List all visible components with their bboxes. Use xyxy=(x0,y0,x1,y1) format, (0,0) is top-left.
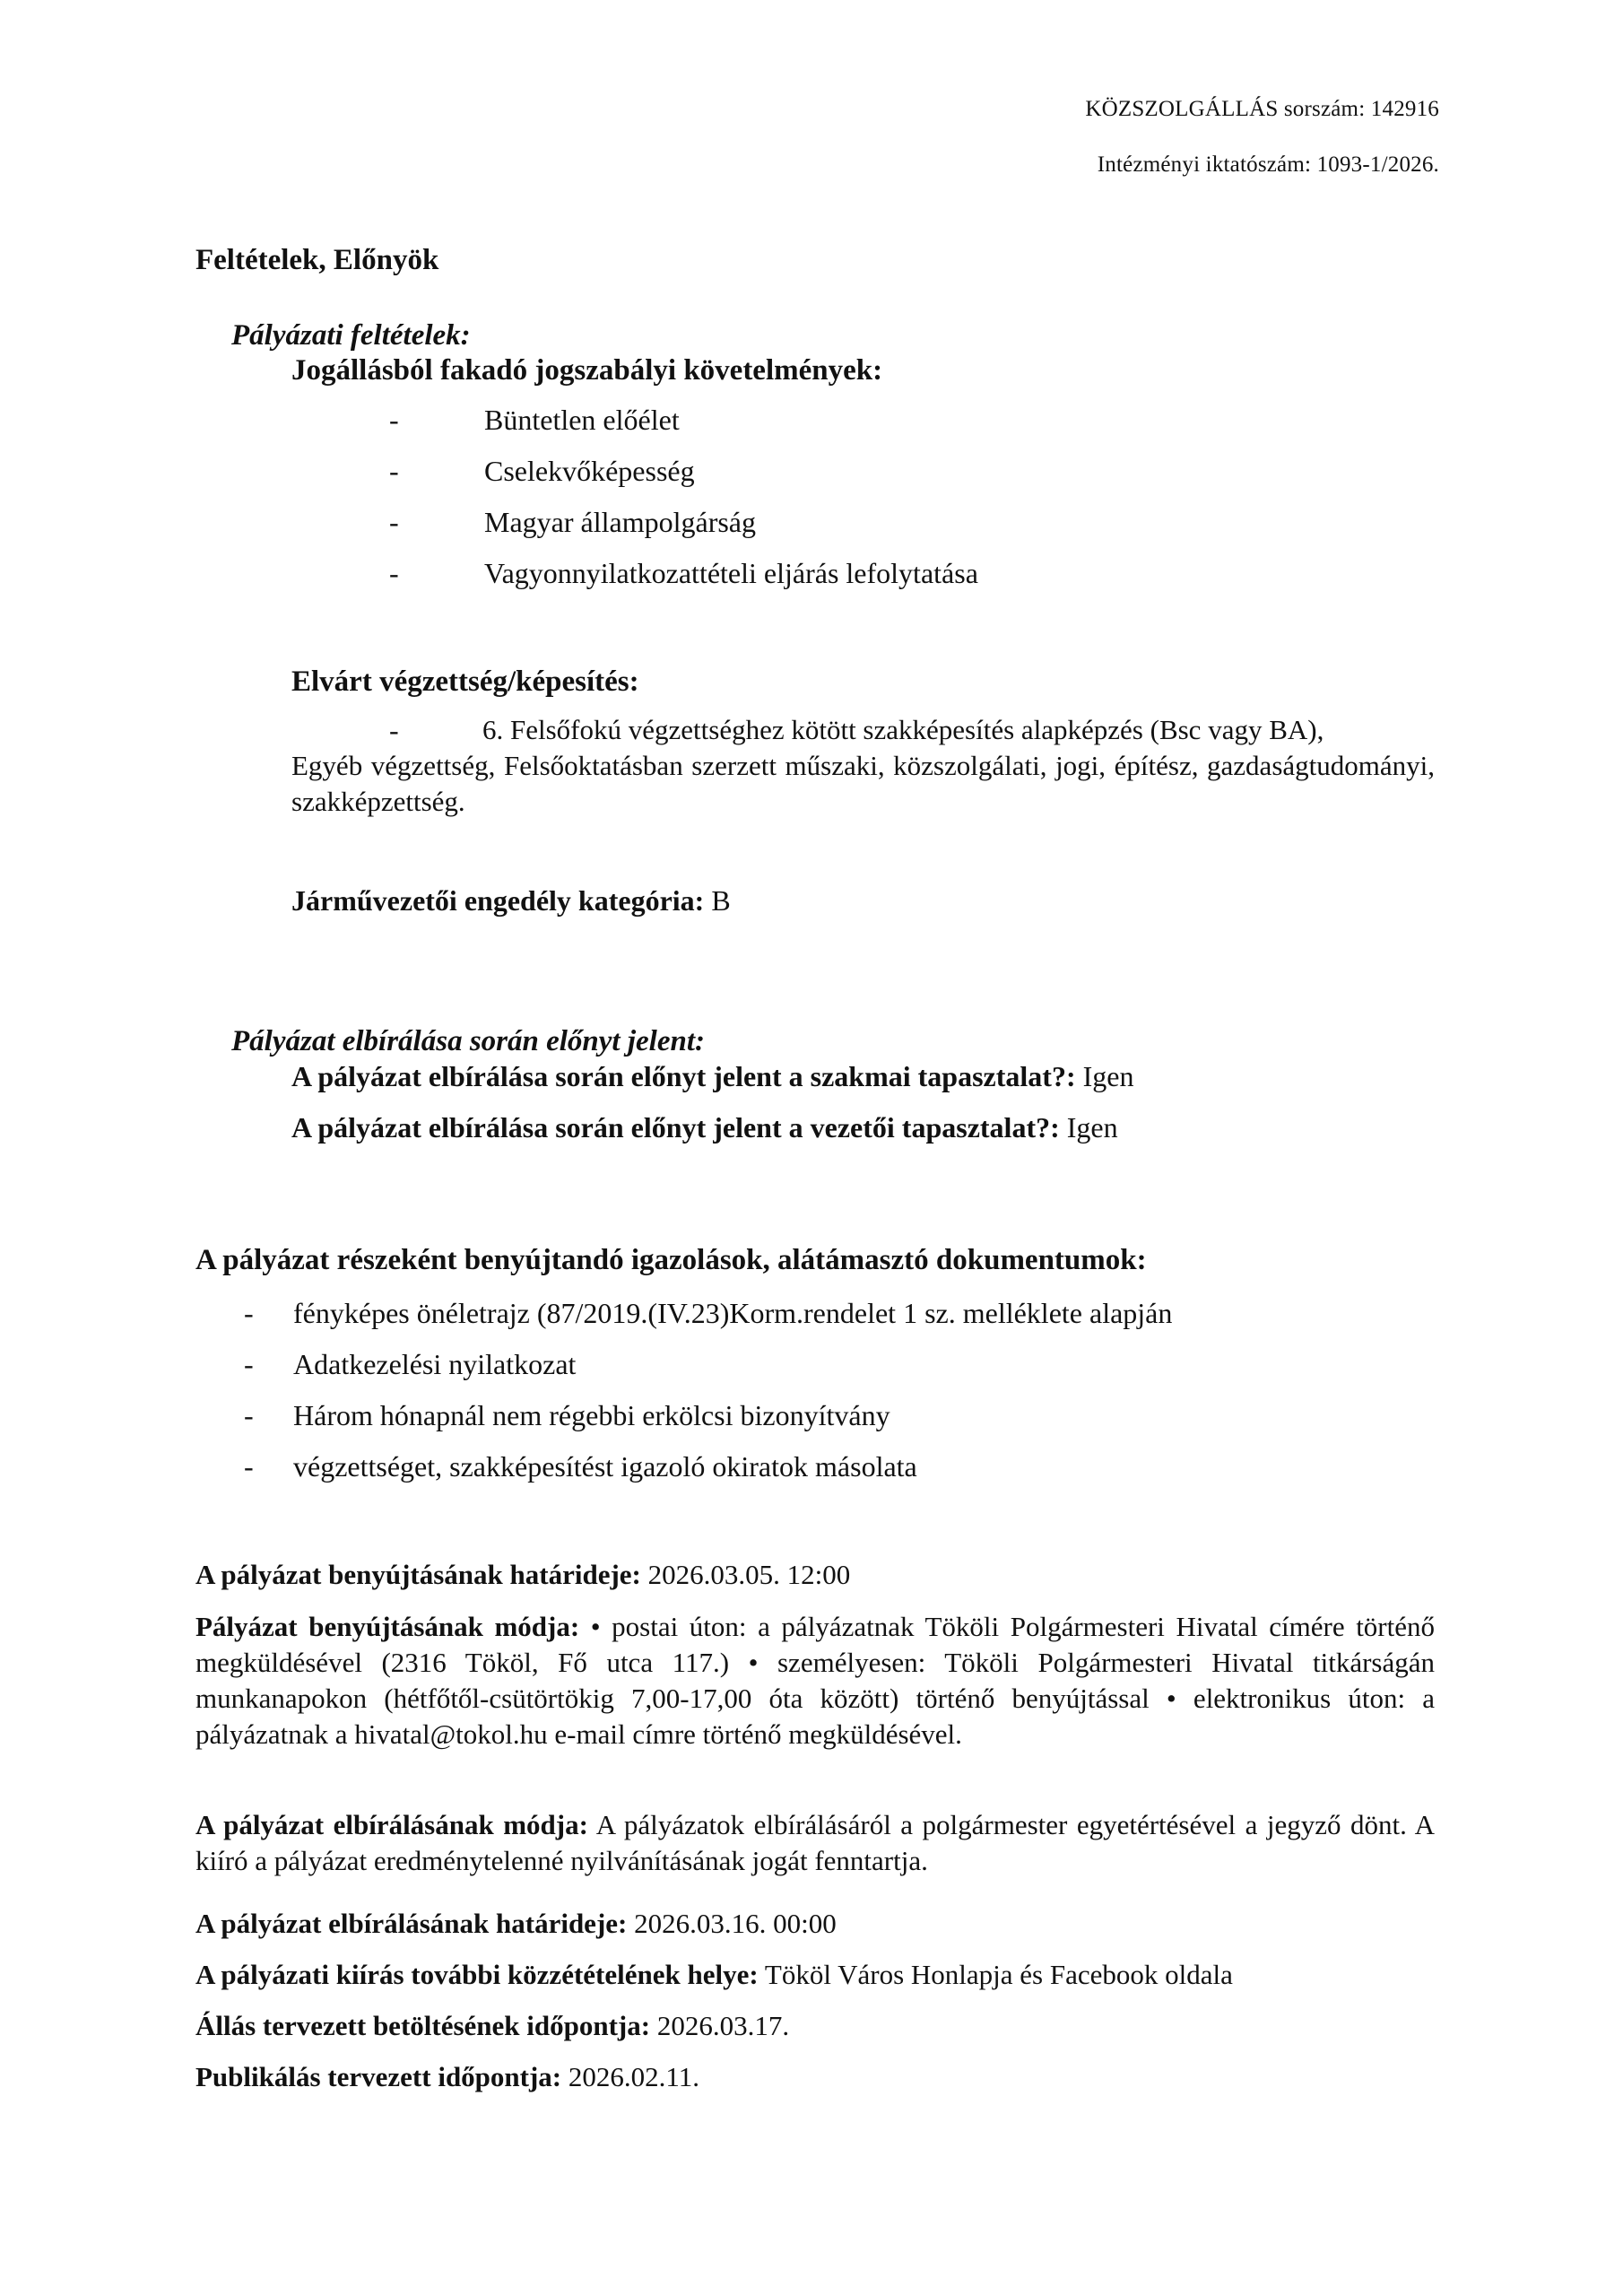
conditions-heading: Pályázati feltételek: xyxy=(231,319,471,352)
education-text: 6. Felsőfokú végzettséghez kötött szakképesítés alapképzés (Bsc vagy BA), xyxy=(482,714,1324,745)
education-heading: Elvárt végzettség/képesítés: xyxy=(291,665,639,698)
advantage-label: A pályázat elbírálása során előnyt jelent a szakmai tapasztalat?: xyxy=(291,1060,1076,1092)
advantage-value: Igen xyxy=(1075,1060,1134,1092)
license-value: B xyxy=(704,884,731,917)
advantage-value: Igen xyxy=(1059,1111,1118,1144)
documents-heading: A pályázat részeként benyújtandó igazolások, alátámasztó dokumentumok: xyxy=(195,1244,1147,1276)
dash-bullet: - xyxy=(244,1348,254,1380)
submission-method-value: • postai úton: a pályázatnak Tököli Polgármesteri Hivatal címére történő megküldésével (2316 Tököl, Fő utca 117.) • személyesen: Tököli Polgármesteri Hivatal titkárságán munkanapokon (hétfőtől-csütörtökig 7,00-17,00 óta között) történő benyújtással • elektronikus úton: a pályázatnak a hivatal@tokol.hu e-mail címre történő megküldésével. xyxy=(195,1611,1435,1750)
dash-bullet: - xyxy=(244,1450,254,1483)
advantage-row xyxy=(291,1111,1118,1144)
requirement-text: Vagyonnyilatkozattételi eljárás lefolytatása xyxy=(484,557,978,589)
license-row xyxy=(291,884,731,918)
deadline-value: 2026.03.05. 12:00 xyxy=(640,1559,851,1590)
deadline-label: A pályázat benyújtásának határideje: xyxy=(195,1559,641,1590)
requirement-text: Büntetlen előélet xyxy=(484,404,680,436)
dash-bullet: - xyxy=(244,1399,254,1431)
license-label: Járművezetői engedély kategória: xyxy=(291,884,705,917)
planned-publish-date-row xyxy=(195,2061,699,2093)
planned-fill-date-label: Állás tervezett betöltésének időpontja: xyxy=(195,2010,651,2041)
document-text: Három hónapnál nem régebbi erkölcsi bizonyítvány xyxy=(293,1399,890,1431)
submission-method xyxy=(195,1609,1435,1752)
document-text: Adatkezelési nyilatkozat xyxy=(293,1348,577,1380)
planned-fill-date-row xyxy=(195,2010,789,2042)
advantage-label: A pályázat elbírálása során előnyt jelent a vezetői tapasztalat?: xyxy=(291,1111,1060,1144)
filing-number: Intézményi iktatószám: 1093-1/2026. xyxy=(1097,152,1439,177)
requirement-text: Cselekvőképesség xyxy=(484,455,695,487)
dash-bullet: - xyxy=(389,455,399,487)
submission-method-label: Pályázat benyújtásának módja: xyxy=(195,1611,580,1642)
evaluation-deadline-value: 2026.03.16. 00:00 xyxy=(627,1908,837,1939)
planned-fill-date-value: 2026.03.17. xyxy=(650,2010,790,2041)
planned-publish-date-value: 2026.02.11. xyxy=(561,2061,699,2092)
dash-bullet: - xyxy=(389,404,399,436)
serial-number: KÖZSZOLGÁLLÁS sorszám: 142916 xyxy=(1085,97,1439,121)
evaluation-method xyxy=(195,1807,1435,1879)
document-text: fényképes önéletrajz (87/2019.(IV.23)Korm.rendelet 1 sz. melléklete alapján xyxy=(293,1297,1173,1329)
requirement-text: Magyar állampolgárság xyxy=(484,506,756,538)
deadline-row xyxy=(195,1559,850,1591)
evaluation-deadline-label: A pályázat elbírálásának határideje: xyxy=(195,1908,628,1939)
education-text-continued: Egyéb végzettség, Felsőoktatásban szerzett műszaki, közszolgálati, jogi, építész, gazdaságtudományi, szakképzettség. xyxy=(291,750,1435,817)
section-title: Feltételek, Előnyök xyxy=(195,244,439,276)
advantages-heading: Pályázat elbírálása során előnyt jelent: xyxy=(231,1025,705,1057)
document-text: végzettséget, szakképesítést igazoló okiratok másolata xyxy=(293,1450,917,1483)
evaluation-method-label: A pályázat elbírálásának módja: xyxy=(195,1809,588,1840)
dash-bullet: - xyxy=(389,506,399,538)
evaluation-method-value: A pályázatok elbírálásáról a polgármester egyetértésével a jegyző dönt. A kiíró a pályázat eredménytelenné nyilvánításának jogát fenntartja. xyxy=(195,1809,1435,1876)
dash-bullet: - xyxy=(389,714,399,746)
publication-place-label: A pályázati kiírás további közzétételének helye: xyxy=(195,1959,759,1990)
dash-bullet: - xyxy=(244,1297,254,1329)
advantage-row xyxy=(291,1060,1133,1093)
planned-publish-date-label: Publikálás tervezett időpontja: xyxy=(195,2061,562,2092)
publication-place-value: Tököl Város Honlapja és Facebook oldala xyxy=(758,1959,1233,1990)
legal-requirements-heading: Jogállásból fakadó jogszabályi követelmények: xyxy=(291,354,883,387)
dash-bullet: - xyxy=(389,557,399,589)
evaluation-deadline-row xyxy=(195,1908,837,1940)
publication-place-row xyxy=(195,1959,1233,1991)
